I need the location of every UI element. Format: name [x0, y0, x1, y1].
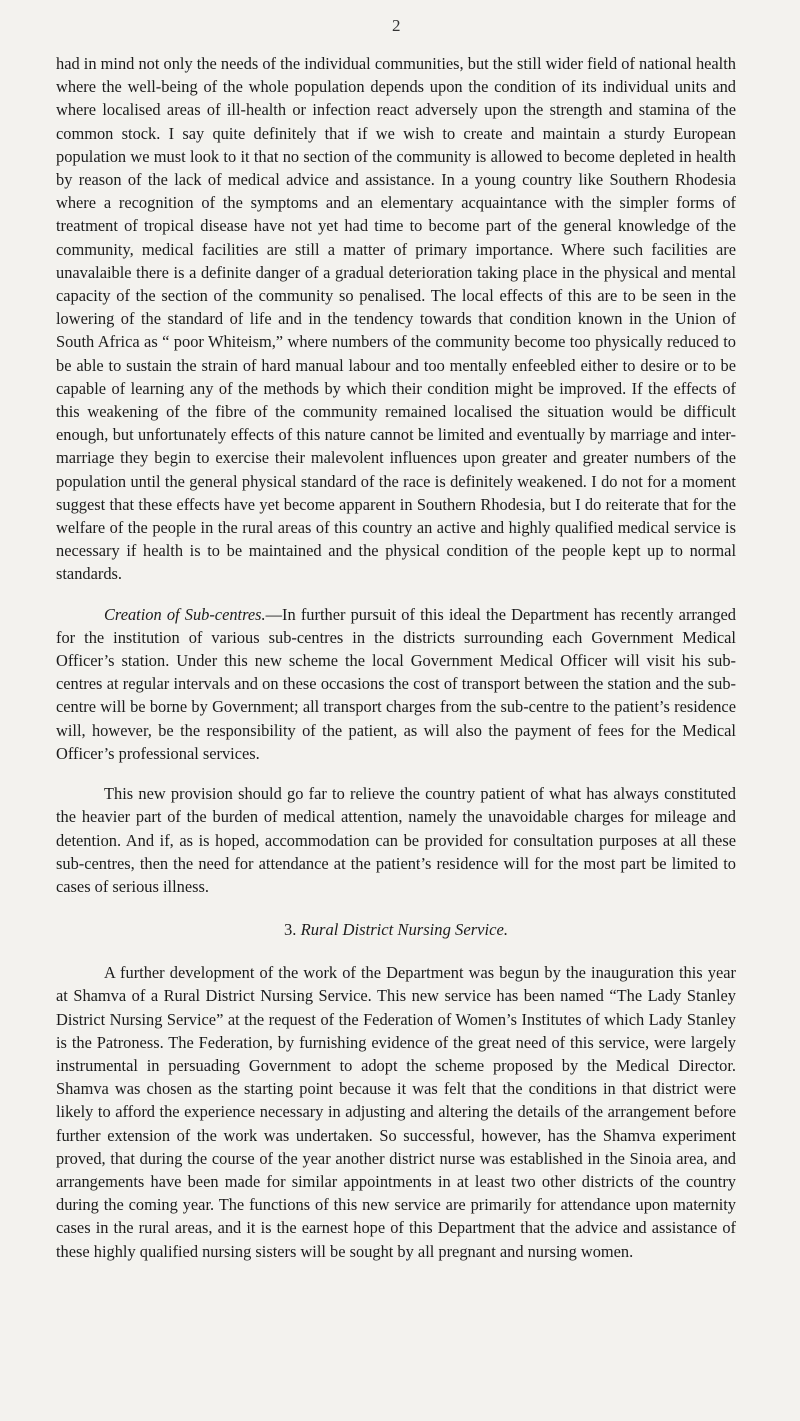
paragraph-gap — [56, 586, 736, 603]
section-title: Rural District Nursing Service. — [300, 920, 508, 940]
sub-centres-heading: Creation of Sub-centres. — [104, 604, 266, 624]
paragraph-sub-centres — [56, 603, 736, 765]
paragraph-gap — [56, 941, 736, 961]
section-number: 3. — [283, 920, 297, 940]
paragraph-gap — [56, 898, 736, 918]
paragraph-gap — [56, 765, 736, 782]
paragraph-national-health: had in mind not only the needs of the individual communities, but the still wider field of national health where the well-being of the whole population depends upon the condition of its individual units and where localised areas of ill-health or infection react adversely upon the strength and stamina of the common stock. I say quite definitely that if we wish to create and maintain a sturdy European population we must look to it that no section of the community is allowed to become depleted in health by reason of the lack of medical advice and assistance. In a young country like Southern Rhodesia where a recognition of the symptoms and an elementary acquaintance with the simpler forms of treatment of tropical disease have not yet had time to become part of the general knowledge of the community, medical facilities are still a matter of primary importance. Where such facilities are unavalaible there is a definite danger of a gradual deterioration taking place in the physical and mental capacity of the section of the community so penalised. The local effects of this are to be seen in the lowering of the standard of life and in the tendency towards that condition known in the Union of South Africa as “ poor Whiteism,” where numbers of the community become too physically reduced to be able to sustain the strain of hard manual labour and too mentally enfeebled either to desire or to be capable of learning any of the methods by which their condition might be improved. If the effects of this weakening of the fibre of the community remained localised the situation would be difficult enough, but unfortunately effects of this nature cannot be limited and eventually by marriage and inter-marriage they begin to exercise their malevolent influences upon greater and greater numbers of the population until the general physical standard of the race is definitely weakened. I do not for a moment suggest that these effects have yet become apparent in Southern Rhodesia, but I do reiterate that for the welfare of the people in the rural areas of this country an active and highly qualified medical service is necessary if health is to be maintained and the physical condition of the people kept up to normal standards. — [56, 54, 736, 584]
paragraph-relief: This new provision should go far to relieve the country patient of what has always constituted the heavier part of the burden of medical attention, namely the unavoidable charges for mileage and detention. And if, as is hoped, accommodation can be provided for consultation purposes at all these sub-centres, then the need for attendance at the patient’s residence will for the most part be limited to cases of serious illness. — [56, 784, 736, 896]
page-number: 2 — [392, 16, 401, 35]
paragraph-nursing-service: A further development of the work of the Department was begun by the inauguration this year at Shamva of a Rural District Nursing Service. This new service has been named “The Lady Stanley District Nursing Service” at the request of the Federation of Women’s Institutes of which Lady Stanley is the Patroness. The Federation, by furnishing evidence of the great need of this service, were largely instrumental in persuading Government to adopt the scheme proposed by the Medical Director. Shamva was chosen as the starting point because it was felt that the conditions in that district were likely to afford the experience necessary in adjusting and altering the details of the arrangement before further extension of the work was undertaken. So successful, however, has the Shamva experiment proved, that during the course of the year another district nurse was established in the Sinoia area, and arrangements have been made for similar appointments in at least two other districts of the country during the coming year. The functions of this new service are primarily for attendance upon maternity cases in the rural areas, and it is the earnest hope of this Department that the advice and assistance of these highly qualified nursing sisters will be sought by all pregnant and nursing women. — [56, 963, 736, 1261]
sub-centres-text: —In further pursuit of this ideal the Department has recently arranged for the institution of various sub-centres in the districts surrounding each Government Medical Officer’s station. Under this new scheme the local Government Medical Officer will visit his sub-centres at regular intervals and on these occasions the cost of transport between the station and the sub-centre will be borne by Government; all transport charges from the sub-centre to the patient’s residence will, however, be the responsibility of the patient, as will also the payment of fees for the Medical Officer’s professional services. — [56, 604, 736, 763]
section-heading-rural-nursing — [56, 918, 736, 941]
